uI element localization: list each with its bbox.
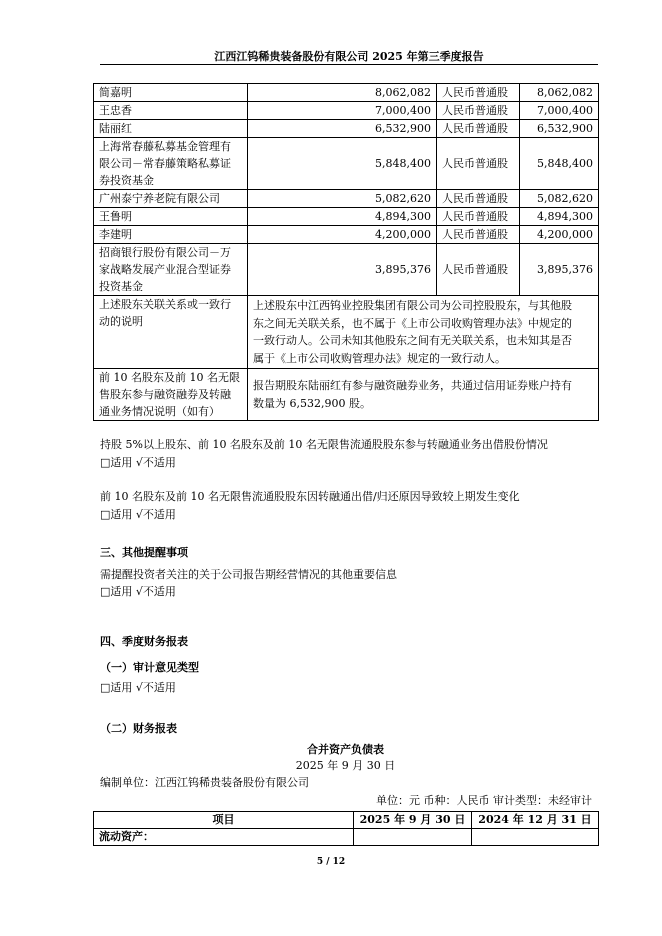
shareholder-shares: 3,895,376 bbox=[248, 244, 437, 296]
balance-sheet-title: 合并资产负债表 bbox=[307, 743, 384, 756]
text-line: 数量为 6,532,900 股。 bbox=[253, 396, 371, 410]
share-count: 4,200,000 bbox=[520, 226, 599, 244]
section-title: 四、季度财务报表 bbox=[100, 635, 188, 648]
table-row bbox=[94, 138, 599, 190]
share-count: 3,895,376 bbox=[520, 244, 599, 296]
table-header-row bbox=[94, 812, 599, 829]
text-line: 东之间无关联关系，也不属于《上市公司收购管理办法》中规定的 bbox=[253, 316, 572, 330]
share-count: 7,000,400 bbox=[520, 102, 599, 120]
share-type: 人民币普通股 bbox=[437, 84, 520, 102]
share-count: 5,082,620 bbox=[520, 190, 599, 208]
name-line: 券投资基金 bbox=[99, 174, 154, 187]
label-line: 前 10 名股东及前 10 名无限 bbox=[99, 371, 240, 384]
section-title: 三、其他提醒事项 bbox=[100, 546, 188, 559]
text-line: 一致行动人。公司未知其他股东之间有无关联关系，也未知其是否 bbox=[253, 334, 572, 347]
row-value bbox=[472, 829, 599, 846]
section-text: 需提醒投资者关注的关于公司报告期经营情况的其他重要信息 bbox=[100, 568, 397, 581]
share-count: 4,894,300 bbox=[520, 208, 599, 226]
shareholder-name: 简嘉明 bbox=[94, 84, 248, 102]
row-value bbox=[354, 829, 472, 846]
shareholder-name: 王忠香 bbox=[94, 102, 248, 120]
share-type: 人民币普通股 bbox=[437, 226, 520, 244]
col-item: 项目 bbox=[94, 812, 354, 829]
text-line: 报告期股东陆丽红有参与融资融券业务，共通过信用证券账户持有 bbox=[253, 379, 572, 392]
table-row bbox=[94, 190, 599, 208]
text-line: 上述股东中江西钨业控股集团有限公司为公司控股股东，与其他股 bbox=[253, 299, 572, 312]
prepared-by: 编制单位：江西江钨稀贵装备股份有限公司 bbox=[100, 776, 309, 789]
name-line: 投资基金 bbox=[99, 280, 143, 293]
report-header: 江西江钨稀贵装备股份有限公司 2025 年第三季度报告 bbox=[214, 50, 484, 63]
shareholder-name bbox=[94, 138, 248, 190]
share-count: 8,062,082 bbox=[520, 84, 599, 102]
shareholder-shares: 4,200,000 bbox=[248, 226, 437, 244]
name-line: 招商银行股份有限公司－万 bbox=[99, 246, 231, 259]
col-prior: 2024 年 12 月 31 日 bbox=[472, 812, 599, 829]
shareholder-shares: 4,894,300 bbox=[248, 208, 437, 226]
row-label: 流动资产： bbox=[94, 829, 354, 846]
text-line: 属于《上市公司收购管理办法》规定的一致行动人。 bbox=[253, 351, 506, 365]
relations-text bbox=[248, 296, 599, 369]
margin-text bbox=[248, 369, 599, 421]
label-line: 通业务情况说明（如有） bbox=[99, 405, 220, 418]
shareholder-shares: 5,082,620 bbox=[248, 190, 437, 208]
shareholder-name: 广州泰宁养老院有限公司 bbox=[94, 190, 248, 208]
share-count: 6,532,900 bbox=[520, 120, 599, 138]
relations-label bbox=[94, 296, 248, 369]
shareholder-name: 李建明 bbox=[94, 226, 248, 244]
table-row bbox=[94, 84, 599, 102]
share-type: 人民币普通股 bbox=[437, 138, 520, 190]
shareholder-shares: 7,000,400 bbox=[248, 102, 437, 120]
share-type: 人民币普通股 bbox=[437, 102, 520, 120]
label-line: 上述股东关联关系或一致行 bbox=[99, 298, 231, 311]
section-check: □适用 √不适用 bbox=[100, 585, 176, 598]
shareholder-shares: 6,532,900 bbox=[248, 120, 437, 138]
shareholders-table bbox=[93, 83, 599, 421]
note-check: □适用 √不适用 bbox=[100, 508, 176, 521]
balance-sheet-table bbox=[93, 811, 599, 846]
table-row bbox=[94, 120, 599, 138]
name-line: 家战略发展产业混合型证券 bbox=[99, 263, 231, 276]
share-type: 人民币普通股 bbox=[437, 244, 520, 296]
shareholder-name: 陆丽红 bbox=[94, 120, 248, 138]
header-rule bbox=[100, 64, 598, 65]
label-line: 售股东参与融资融券及转融 bbox=[99, 388, 231, 401]
shareholder-name: 王鲁明 bbox=[94, 208, 248, 226]
table-row bbox=[94, 244, 599, 296]
share-type: 人民币普通股 bbox=[437, 190, 520, 208]
subsection-title: （二）财务报表 bbox=[100, 722, 177, 735]
relations-row bbox=[94, 296, 599, 369]
table-row bbox=[94, 226, 599, 244]
margin-row bbox=[94, 369, 599, 421]
balance-sheet-date: 2025 年 9 月 30 日 bbox=[295, 759, 396, 772]
table-row bbox=[94, 102, 599, 120]
note-text: 持股 5%以上股东、前 10 名股东及前 10 名无限售流通股股东参与转融通业务出借股份情况 bbox=[100, 438, 548, 451]
shareholder-name bbox=[94, 244, 248, 296]
share-type: 人民币普通股 bbox=[437, 208, 520, 226]
name-line: 限公司－常春藤策略私募证 bbox=[99, 157, 231, 170]
shareholder-shares: 8,062,082 bbox=[248, 84, 437, 102]
note-text: 前 10 名股东及前 10 名无限售流通股股东因转融通出借/归还原因导致较上期发生变化 bbox=[100, 490, 520, 503]
label-line: 动的说明 bbox=[99, 315, 143, 328]
share-type: 人民币普通股 bbox=[437, 120, 520, 138]
col-current: 2025 年 9 月 30 日 bbox=[354, 812, 472, 829]
share-count: 5,848,400 bbox=[520, 138, 599, 190]
unit-line: 单位：元 币种：人民币 审计类型：未经审计 bbox=[376, 794, 592, 807]
table-row bbox=[94, 829, 599, 846]
page-number: 5 / 12 bbox=[316, 857, 346, 867]
note-check: □适用 √不适用 bbox=[100, 456, 176, 469]
name-line: 上海常春藤私募基金管理有 bbox=[99, 140, 231, 153]
subsection-title: （一）审计意见类型 bbox=[100, 661, 199, 674]
margin-label bbox=[94, 369, 248, 421]
section-check: □适用 √不适用 bbox=[100, 681, 176, 694]
shareholder-shares: 5,848,400 bbox=[248, 138, 437, 190]
table-row bbox=[94, 208, 599, 226]
